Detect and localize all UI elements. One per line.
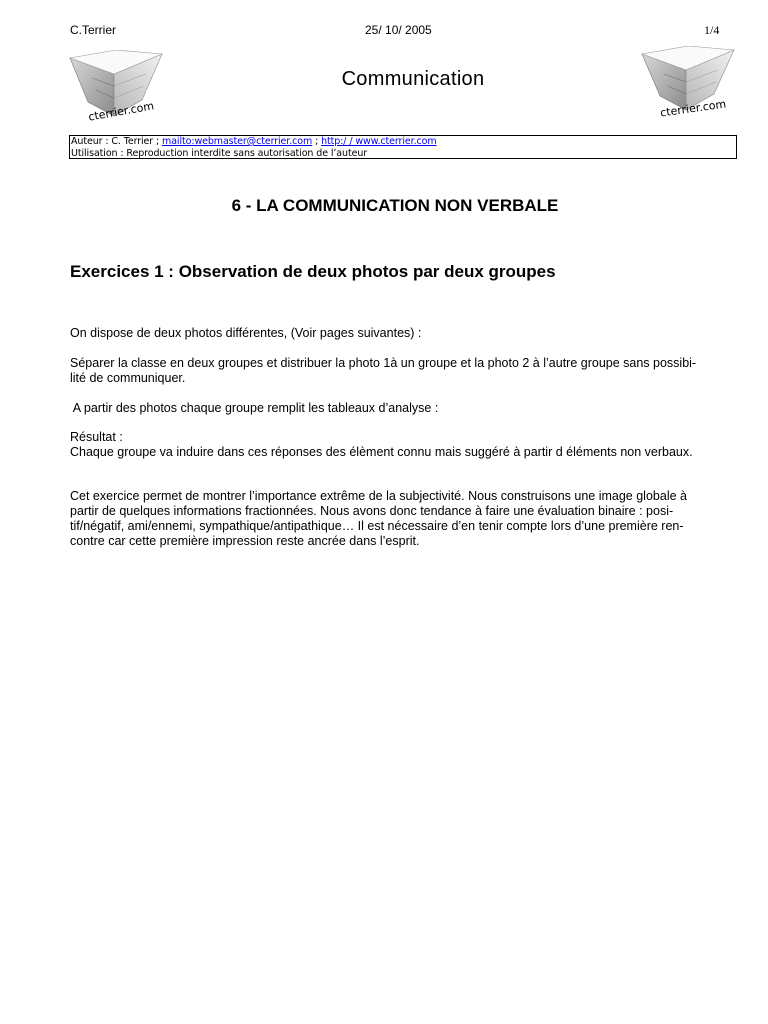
author-info-box bbox=[69, 135, 737, 159]
exercise-title: Exercices 1 : Observation de deux photos par deux groupes bbox=[70, 262, 556, 281]
paragraph-line: lité de communiquer. bbox=[70, 371, 186, 385]
header-date: 25/ 10/ 2005 bbox=[365, 23, 432, 37]
page-title: Communication bbox=[341, 68, 485, 90]
paragraph-conclusion bbox=[70, 489, 730, 549]
paragraph-line: Séparer la classe en deux groupes et distribuer la photo 1à un groupe et la photo 2 à l’autre groupe sans possibi- bbox=[70, 356, 697, 370]
paragraph-intro: On dispose de deux photos différentes, (Voir pages suivantes) : bbox=[70, 326, 422, 340]
paragraph-line: Cet exercice permet de montrer l’importance extrême de la subjectivité. Nous construisons une image globale à bbox=[70, 489, 687, 503]
paragraph-line: partir de quelques informations fractionnées. Nous avons donc tendance à faire une évaluation binaire : posi- bbox=[70, 504, 674, 518]
link-separator: ; bbox=[312, 136, 322, 147]
section-title: 6 - LA COMMUNICATION NON VERBALE bbox=[231, 196, 559, 215]
paragraph-line: Chaque groupe va induire dans ces réponses des élèment connu mais suggéré à partir d éléments non verbaux. bbox=[70, 445, 693, 459]
header-page-number: 1/4 bbox=[704, 23, 720, 37]
logo-right bbox=[638, 46, 738, 126]
website-link[interactable]: http:/ / www.cterrier.com bbox=[321, 136, 437, 147]
paragraph-line: contre car cette première impression reste ancrée dans l’esprit. bbox=[70, 534, 420, 548]
mailto-link[interactable]: mailto:webmaster@cterrier.com bbox=[162, 136, 313, 147]
paragraph-line: tif/négatif, ami/ennemi, sympathique/antipathique… Il est nécessaire d’en tenir compte lors d’une première ren- bbox=[70, 519, 684, 533]
author-line bbox=[71, 136, 736, 148]
paragraph-analysis: A partir des photos chaque groupe remplit les tableaux d’analyse : bbox=[70, 401, 439, 415]
author-label: Auteur : C. Terrier ; bbox=[71, 136, 163, 147]
paragraph-instructions bbox=[70, 356, 730, 386]
paragraph-result bbox=[70, 430, 730, 460]
logo-right-text: cterrier.com bbox=[659, 97, 727, 120]
header-author: C.Terrier bbox=[70, 23, 117, 37]
logo-left-text: cterrier.com bbox=[87, 99, 155, 124]
usage-line: Utilisation : Reproduction interdite sans autorisation de l’auteur bbox=[71, 148, 368, 159]
result-label: Résultat : bbox=[70, 430, 123, 444]
